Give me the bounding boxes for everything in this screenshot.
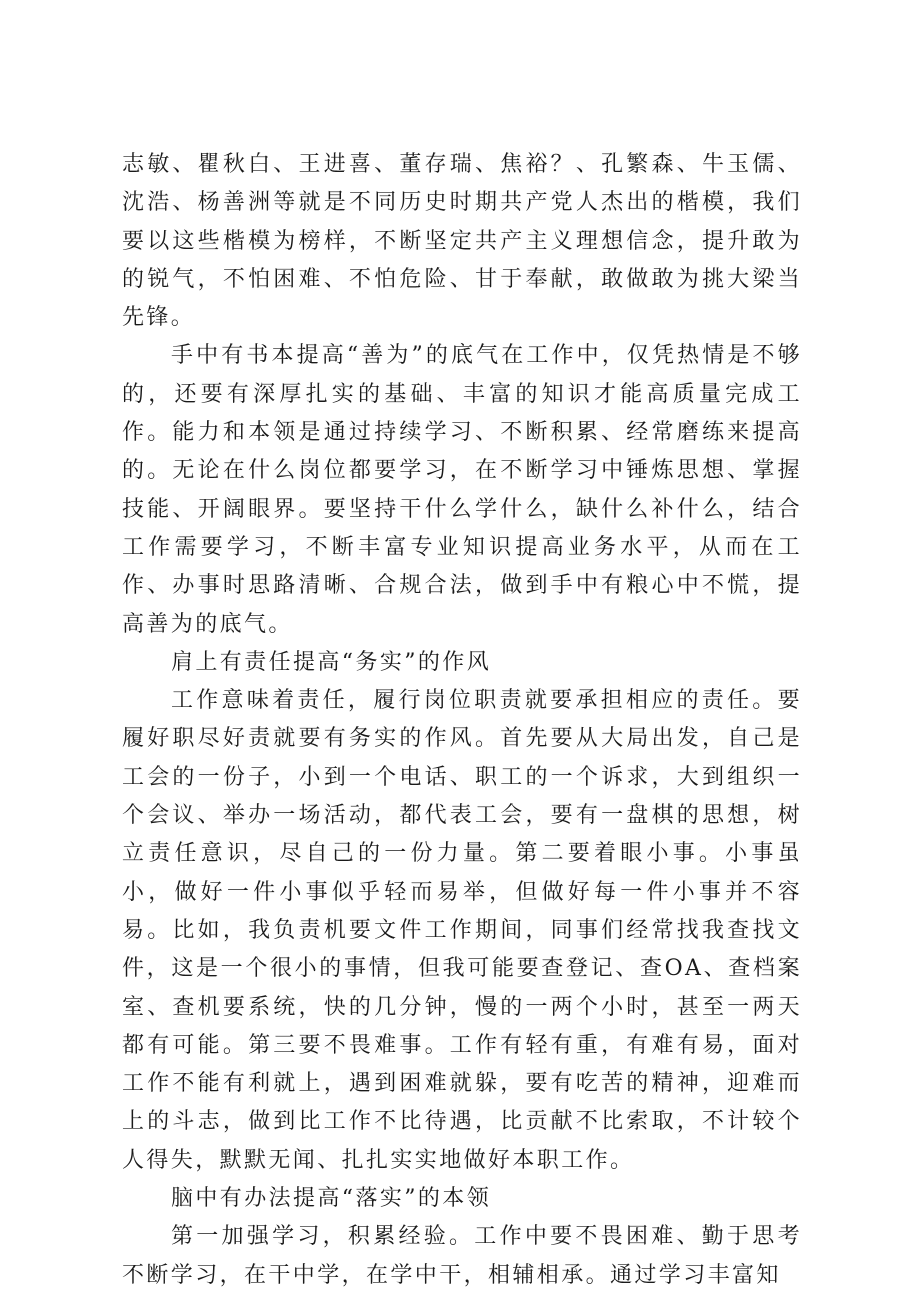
paragraph-continuation: 志敏、瞿秋白、王进喜、董存瑞、焦裕？、孔繁森、牛玉儒、沈浩、杨善洲等就是不同历史时期共产党人杰出的楷模，我们要以这些楷模为榜样，不断坚定共产主义理想信念，提升敢为的锐气，不怕困难、不怕危险、甘于奉献，敢做敢为挑大梁当先锋。 [122,152,802,331]
paragraph-responsibility: 工作意味着责任，履行岗位职责就要承担相应的责任。要履好职尽好责就要有务实的作风。首先要从大局出发，自己是工会的一份子，小到一个电话、职工的一个诉求，大到组织一个会议、举办一场活动，都代表工会，要有一盘棋的思想，树立责任意识，尽自己的一份力量。第二要着眼小事。小事虽小，做好一件小事似乎轻而易举，但做好每一件小事并不容易。比如，我负责机要文件工作期间，同事们经常找我查找文件，这是一个很小的事情，但我可能要查登记、查OA、查档案室、查机要系统，快的几分钟，慢的一两个小时，甚至一两天都有可能。第三要不畏难事。工作有轻有重，有难有易，面对工作不能有利就上，遇到困难就躲，要有吃苦的精神，迎难而上的斗志，做到比工作不比待遇，比贡献不比索取，不计较个人得失，默默无闻、扎扎实实地做好本职工作。 [122,688,802,1173]
paragraph-shanwei: 手中有书本提高“善为”的底气在工作中，仅凭热情是不够的，还要有深厚扎实的基础、丰富的知识才能高质量完成工作。能力和本领是通过持续学习、不断积累、经常磨练来提高的。无论在什么岗位都要学习，在不断学习中锤炼思想、掌握技能、开阔眼界。要坚持干什么学什么，缺什么补什么，结合工作需要学习，不断丰富专业知识提高业务水平，从而在工作、办事时思路清晰、合规合法，做到手中有粮心中不慌，提高善为的底气。 [122,343,802,637]
section-heading-luoshi: 脑中有办法提高“落实”的本领 [171,1186,492,1212]
section-heading-wushi: 肩上有责任提高“务实”的作风 [171,649,492,675]
document-body [122,146,802,1295]
paragraph-learning: 第一加强学习，积累经验。工作中要不畏困难、勤于思考不断学习，在干中学，在学中干，相辅相承。通过学习丰富知 [122,1224,802,1288]
